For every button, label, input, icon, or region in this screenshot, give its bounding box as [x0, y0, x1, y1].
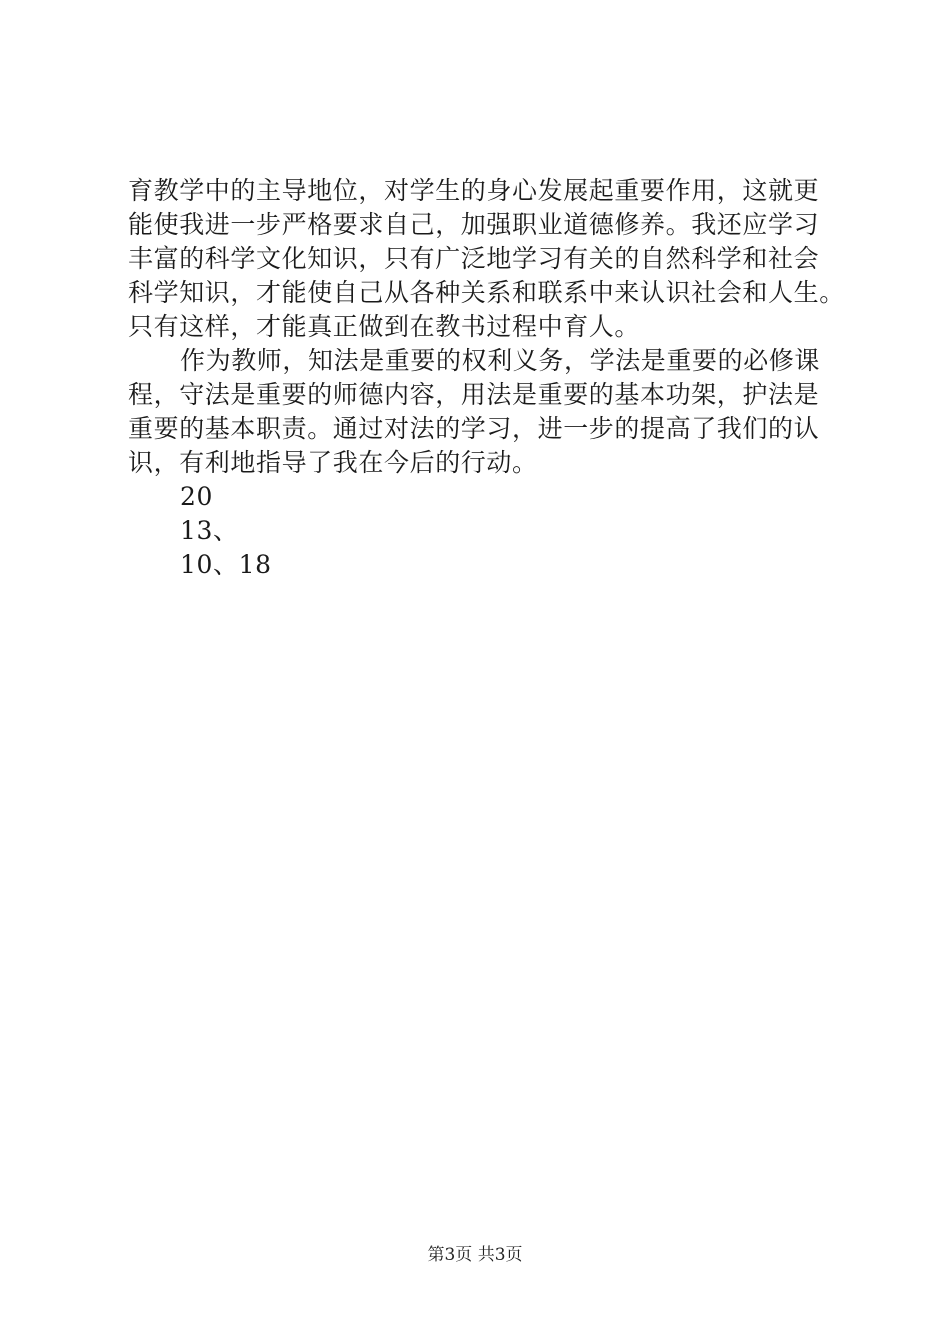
page-footer: 第3页 共3页	[427, 1245, 523, 1265]
document-body	[128, 174, 848, 582]
paragraph-line: 程，守法是重要的师德内容，用法是重要的基本功架，护法是	[128, 380, 820, 409]
date-line: 13、	[180, 516, 239, 545]
paragraph-line: 作为教师，知法是重要的权利义务，学法是重要的必修课	[180, 346, 821, 375]
paragraph-line: 只有这样，才能真正做到在教书过程中育人。	[128, 312, 641, 341]
paragraph-line: 育教学中的主导地位，对学生的身心发展起重要作用，这就更	[128, 176, 820, 205]
date-line: 10、18	[180, 550, 272, 579]
paragraph-line: 识，有利地指导了我在今后的行动。	[128, 448, 538, 477]
paragraph-line: 能使我进一步严格要求自己，加强职业道德修养。我还应学习	[128, 210, 820, 239]
paragraph-line: 重要的基本职责。通过对法的学习，进一步的提高了我们的认	[128, 414, 820, 443]
paragraph-line: 科学知识，才能使自己从各种关系和联系中来认识社会和人生。	[128, 278, 845, 307]
date-line: 20	[180, 482, 214, 511]
paragraph-line: 丰富的科学文化知识，只有广泛地学习有关的自然科学和社会	[128, 244, 820, 273]
